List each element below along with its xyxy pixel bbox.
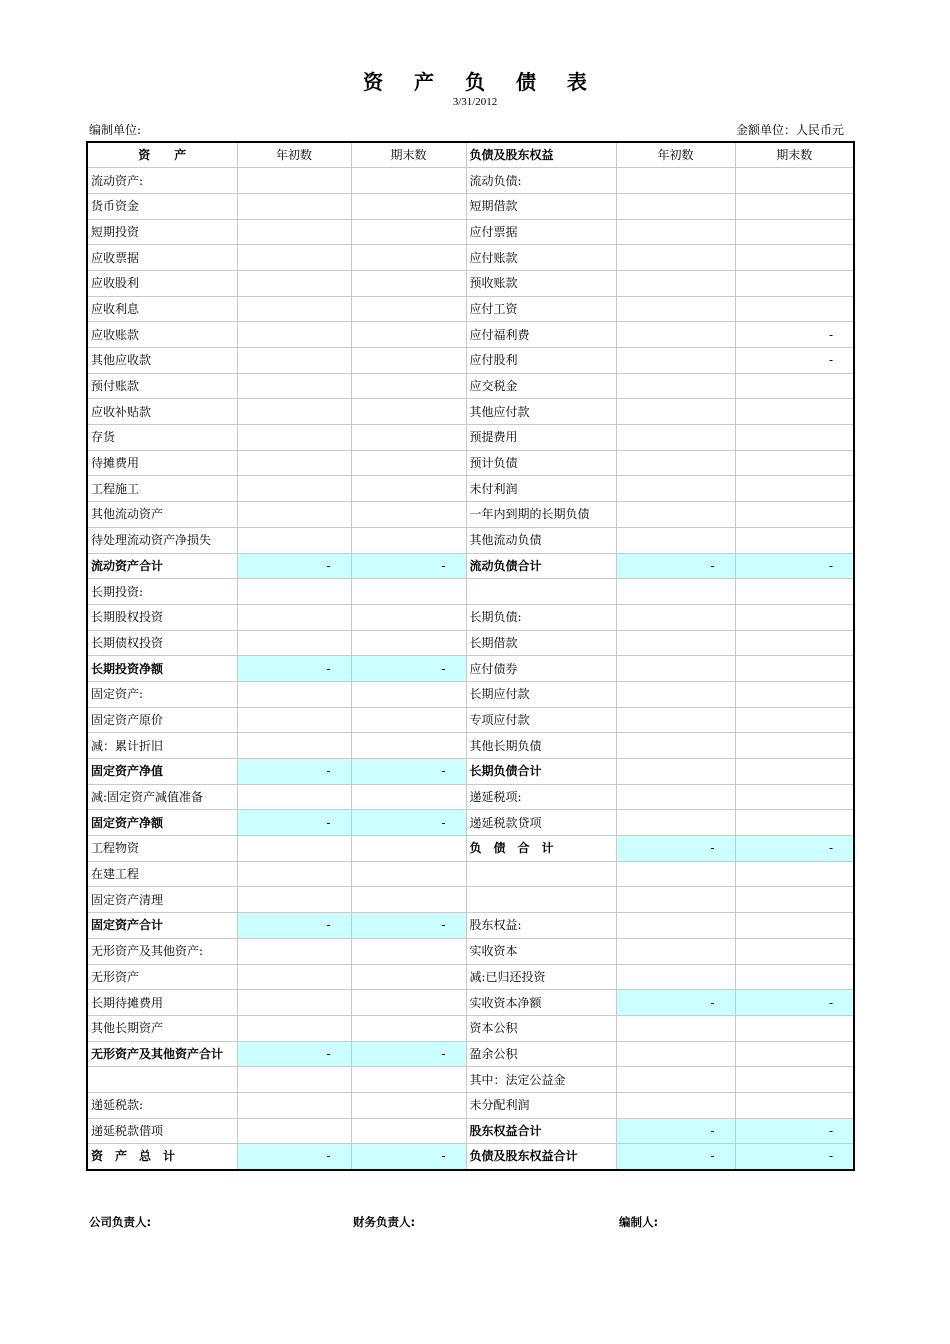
asset-item-label: 无形资产及其他资产合计 [87, 1041, 237, 1067]
table-row [87, 245, 854, 271]
liability-end-value [735, 502, 854, 528]
liability-item-label: 流动负债: [466, 168, 616, 194]
liability-item-label: 其他应付款 [466, 399, 616, 425]
liability-end-value [735, 913, 854, 939]
table-row [87, 219, 854, 245]
asset-begin-value [237, 887, 351, 913]
asset-begin-value [237, 784, 351, 810]
asset-end-value: - [351, 1144, 466, 1170]
liability-item-label: 短期借款 [466, 193, 616, 219]
liability-begin-value [616, 348, 735, 374]
table-row [87, 990, 854, 1016]
table-row [87, 707, 854, 733]
asset-item-label: 工程物资 [87, 836, 237, 862]
header-assets: 资 产 [87, 142, 237, 168]
liability-end-value [735, 193, 854, 219]
asset-begin-value [237, 502, 351, 528]
liability-item-label: 股东权益合计 [466, 1118, 616, 1144]
table-row [87, 502, 854, 528]
asset-begin-value [237, 579, 351, 605]
liability-item-label: 长期负债: [466, 604, 616, 630]
table-row [87, 836, 854, 862]
asset-end-value: - [351, 656, 466, 682]
table-row [87, 887, 854, 913]
liability-item-label: 盈余公积 [466, 1041, 616, 1067]
asset-item-label: 应收票据 [87, 245, 237, 271]
liability-end-value [735, 450, 854, 476]
table-row [87, 373, 854, 399]
asset-begin-value [237, 604, 351, 630]
liability-end-value [735, 656, 854, 682]
page-title: 资 产 负 债 表 [363, 70, 599, 94]
liability-begin-value [616, 322, 735, 348]
asset-item-label: 长期待摊费用 [87, 990, 237, 1016]
liability-end-value: - [735, 322, 854, 348]
table-row [87, 425, 854, 451]
liability-item-label: 长期应付款 [466, 681, 616, 707]
asset-item-label: 待摊费用 [87, 450, 237, 476]
asset-item-label: 货币资金 [87, 193, 237, 219]
liability-item-label: 预收账款 [466, 270, 616, 296]
asset-end-value: - [351, 1041, 466, 1067]
asset-begin-value [237, 348, 351, 374]
liability-item-label: 预计负债 [466, 450, 616, 476]
liability-end-value [735, 270, 854, 296]
asset-item-label: 递延税款借项 [87, 1118, 237, 1144]
asset-item-label: 固定资产原价 [87, 707, 237, 733]
liability-end-value [735, 707, 854, 733]
asset-item-label: 减:固定资产减值准备 [87, 784, 237, 810]
liability-item-label [466, 579, 616, 605]
finance-head-label: 财务负责人: [353, 1215, 416, 1229]
liability-item-label: 应付账款 [466, 245, 616, 271]
table-row [87, 296, 854, 322]
liability-begin-value [616, 1015, 735, 1041]
asset-item-label: 长期债权投资 [87, 630, 237, 656]
liability-begin-value [616, 630, 735, 656]
liability-begin-value: - [616, 1118, 735, 1144]
liability-item-label: 应付票据 [466, 219, 616, 245]
liability-end-value: - [735, 836, 854, 862]
asset-begin-value: - [237, 1144, 351, 1170]
asset-item-label: 固定资产净额 [87, 810, 237, 836]
liability-item-label: 未分配利润 [466, 1092, 616, 1118]
liability-begin-value [616, 861, 735, 887]
liability-end-value [735, 373, 854, 399]
liability-item-label: 应付工资 [466, 296, 616, 322]
asset-item-label: 应收利息 [87, 296, 237, 322]
liability-begin-value [616, 476, 735, 502]
asset-begin-value [237, 296, 351, 322]
liability-begin-value [616, 450, 735, 476]
liability-item-label: 未付利润 [466, 476, 616, 502]
asset-begin-value [237, 681, 351, 707]
asset-end-value [351, 836, 466, 862]
asset-end-value [351, 707, 466, 733]
table-row [87, 810, 854, 836]
liability-item-label: 其他流动负债 [466, 527, 616, 553]
asset-end-value: - [351, 913, 466, 939]
liability-item-label: 负 债 合 计 [466, 836, 616, 862]
liability-item-label: 应付福利费 [466, 322, 616, 348]
liability-item-label: 预提费用 [466, 425, 616, 451]
asset-item-label [87, 1067, 237, 1093]
table-row [87, 193, 854, 219]
asset-end-value [351, 604, 466, 630]
liability-item-label: 股东权益: [466, 913, 616, 939]
table-row [87, 861, 854, 887]
liability-end-value [735, 219, 854, 245]
liability-item-label: 应付股利 [466, 348, 616, 374]
liability-begin-value [616, 733, 735, 759]
asset-begin-value [237, 476, 351, 502]
asset-item-label: 无形资产 [87, 964, 237, 990]
asset-item-label: 固定资产清理 [87, 887, 237, 913]
liability-end-value [735, 964, 854, 990]
liability-item-label [466, 861, 616, 887]
liability-item-label: 实收资本 [466, 938, 616, 964]
liability-end-value: - [735, 1144, 854, 1170]
asset-item-label: 固定资产: [87, 681, 237, 707]
asset-begin-value [237, 373, 351, 399]
liability-begin-value [616, 270, 735, 296]
header-assets-begin: 年初数 [237, 142, 351, 168]
liability-end-value: - [735, 990, 854, 1016]
asset-begin-value [237, 1015, 351, 1041]
table-row [87, 604, 854, 630]
liability-begin-value [616, 604, 735, 630]
liability-item-label: 其他长期负债 [466, 733, 616, 759]
preparer-label: 编制人: [619, 1215, 659, 1229]
liability-begin-value [616, 425, 735, 451]
asset-end-value [351, 219, 466, 245]
liability-begin-value [616, 887, 735, 913]
table-row [87, 322, 854, 348]
asset-end-value [351, 373, 466, 399]
asset-end-value [351, 399, 466, 425]
preparing-unit-label: 编制单位: [89, 123, 142, 137]
asset-item-label: 长期投资: [87, 579, 237, 605]
asset-end-value [351, 1118, 466, 1144]
liability-begin-value [616, 913, 735, 939]
asset-begin-value: - [237, 759, 351, 785]
asset-begin-value [237, 245, 351, 271]
table-row [87, 1118, 854, 1144]
asset-item-label: 长期投资净额 [87, 656, 237, 682]
liability-begin-value [616, 938, 735, 964]
liability-end-value: - [735, 1118, 854, 1144]
asset-end-value [351, 296, 466, 322]
header-row [87, 142, 854, 168]
asset-begin-value [237, 450, 351, 476]
liability-begin-value: - [616, 1144, 735, 1170]
liability-end-value: - [735, 348, 854, 374]
liability-end-value [735, 733, 854, 759]
liability-end-value [735, 579, 854, 605]
liability-item-label: 长期负债合计 [466, 759, 616, 785]
table-row [87, 399, 854, 425]
table-row [87, 784, 854, 810]
asset-end-value [351, 990, 466, 1016]
asset-end-value [351, 425, 466, 451]
liability-item-label: 实收资本净额 [466, 990, 616, 1016]
asset-item-label: 长期股权投资 [87, 604, 237, 630]
liability-end-value [735, 1041, 854, 1067]
asset-end-value [351, 322, 466, 348]
asset-item-label: 固定资产合计 [87, 913, 237, 939]
liability-end-value [735, 168, 854, 194]
asset-begin-value [237, 1067, 351, 1093]
table-row [87, 579, 854, 605]
liability-end-value [735, 861, 854, 887]
asset-begin-value [237, 425, 351, 451]
liability-end-value [735, 681, 854, 707]
asset-begin-value [237, 322, 351, 348]
table-row [87, 476, 854, 502]
liability-begin-value [616, 1041, 735, 1067]
liability-item-label: 其中：法定公益金 [466, 1067, 616, 1093]
table-row [87, 1015, 854, 1041]
liability-end-value [735, 887, 854, 913]
table-row [87, 1067, 854, 1093]
asset-end-value [351, 245, 466, 271]
liability-begin-value [616, 964, 735, 990]
liability-begin-value [616, 810, 735, 836]
asset-item-label: 应收股利 [87, 270, 237, 296]
table-row [87, 656, 854, 682]
report-date: 3/31/2012 [452, 96, 498, 108]
asset-end-value: - [351, 553, 466, 579]
header-liab-begin: 年初数 [616, 142, 735, 168]
asset-item-label: 递延税款: [87, 1092, 237, 1118]
liability-item-label: 流动负债合计 [466, 553, 616, 579]
table-row [87, 553, 854, 579]
liability-begin-value [616, 527, 735, 553]
asset-item-label: 应收补贴款 [87, 399, 237, 425]
table-row [87, 348, 854, 374]
asset-item-label: 预付账款 [87, 373, 237, 399]
liability-end-value [735, 810, 854, 836]
balance-sheet-body [87, 142, 854, 1170]
liability-begin-value [616, 1092, 735, 1118]
header-liabilities: 负债及股东权益 [466, 142, 616, 168]
asset-item-label: 待处理流动资产净损失 [87, 527, 237, 553]
table-row [87, 759, 854, 785]
asset-item-label: 其他流动资产 [87, 502, 237, 528]
header-assets-end: 期末数 [351, 142, 466, 168]
liability-begin-value [616, 656, 735, 682]
liability-end-value [735, 1092, 854, 1118]
asset-begin-value: - [237, 553, 351, 579]
asset-end-value [351, 527, 466, 553]
liability-end-value [735, 425, 854, 451]
liability-end-value: - [735, 553, 854, 579]
asset-end-value [351, 1015, 466, 1041]
liability-end-value [735, 784, 854, 810]
asset-begin-value [237, 1092, 351, 1118]
asset-item-label: 短期投资 [87, 219, 237, 245]
asset-begin-value [237, 861, 351, 887]
asset-begin-value [237, 836, 351, 862]
liability-item-label: 减:已归还投资 [466, 964, 616, 990]
table-row [87, 913, 854, 939]
asset-end-value [351, 450, 466, 476]
asset-end-value [351, 681, 466, 707]
asset-end-value [351, 476, 466, 502]
liability-begin-value [616, 681, 735, 707]
asset-begin-value [237, 938, 351, 964]
asset-end-value [351, 861, 466, 887]
header-liab-end: 期末数 [735, 142, 854, 168]
liability-begin-value [616, 707, 735, 733]
liability-item-label: 专项应付款 [466, 707, 616, 733]
table-row [87, 168, 854, 194]
table-row [87, 733, 854, 759]
asset-begin-value [237, 527, 351, 553]
asset-begin-value [237, 193, 351, 219]
liability-end-value [735, 1067, 854, 1093]
liability-begin-value [616, 373, 735, 399]
asset-begin-value [237, 733, 351, 759]
liability-item-label: 应交税金 [466, 373, 616, 399]
asset-item-label: 资 产 总 计 [87, 1144, 237, 1170]
liability-item-label: 长期借款 [466, 630, 616, 656]
liability-end-value [735, 604, 854, 630]
liability-item-label: 应付债券 [466, 656, 616, 682]
table-row [87, 270, 854, 296]
asset-begin-value [237, 707, 351, 733]
asset-item-label: 在建工程 [87, 861, 237, 887]
liability-end-value [735, 938, 854, 964]
liability-end-value [735, 527, 854, 553]
liability-item-label [466, 887, 616, 913]
table-row [87, 1092, 854, 1118]
asset-end-value [351, 630, 466, 656]
asset-end-value [351, 887, 466, 913]
liability-begin-value [616, 399, 735, 425]
liability-begin-value [616, 296, 735, 322]
asset-end-value [351, 733, 466, 759]
asset-begin-value [237, 219, 351, 245]
asset-end-value [351, 348, 466, 374]
asset-begin-value [237, 270, 351, 296]
liability-end-value [735, 630, 854, 656]
asset-item-label: 存货 [87, 425, 237, 451]
liability-begin-value [616, 168, 735, 194]
liability-item-label: 资本公积 [466, 1015, 616, 1041]
table-row [87, 938, 854, 964]
liability-begin-value [616, 502, 735, 528]
asset-begin-value [237, 964, 351, 990]
company-head-label: 公司负责人: [89, 1215, 152, 1229]
asset-begin-value: - [237, 656, 351, 682]
asset-end-value: - [351, 759, 466, 785]
liability-begin-value [616, 245, 735, 271]
asset-end-value: - [351, 810, 466, 836]
liability-item-label: 负债及股东权益合计 [466, 1144, 616, 1170]
asset-end-value [351, 270, 466, 296]
liability-begin-value [616, 579, 735, 605]
asset-end-value [351, 1067, 466, 1093]
asset-item-label: 流动资产: [87, 168, 237, 194]
table-row [87, 450, 854, 476]
liability-end-value [735, 399, 854, 425]
table-row [87, 527, 854, 553]
asset-begin-value: - [237, 1041, 351, 1067]
liability-end-value [735, 1015, 854, 1041]
liability-item-label: 递延税款贷项 [466, 810, 616, 836]
liability-begin-value: - [616, 990, 735, 1016]
liability-end-value [735, 245, 854, 271]
table-row [87, 630, 854, 656]
liability-begin-value [616, 1067, 735, 1093]
asset-begin-value [237, 168, 351, 194]
asset-begin-value [237, 630, 351, 656]
asset-item-label: 其他长期资产 [87, 1015, 237, 1041]
asset-begin-value [237, 399, 351, 425]
asset-item-label: 应收账款 [87, 322, 237, 348]
balance-sheet-table [86, 141, 855, 1171]
asset-begin-value [237, 990, 351, 1016]
liability-begin-value [616, 784, 735, 810]
asset-item-label: 减：累计折旧 [87, 733, 237, 759]
liability-begin-value [616, 193, 735, 219]
asset-begin-value [237, 1118, 351, 1144]
asset-end-value [351, 193, 466, 219]
liability-end-value [735, 476, 854, 502]
asset-end-value [351, 938, 466, 964]
asset-begin-value: - [237, 810, 351, 836]
asset-item-label: 流动资产合计 [87, 553, 237, 579]
asset-begin-value: - [237, 913, 351, 939]
asset-item-label: 工程施工 [87, 476, 237, 502]
liability-end-value [735, 296, 854, 322]
asset-item-label: 其他应收款 [87, 348, 237, 374]
liability-begin-value: - [616, 553, 735, 579]
table-row [87, 964, 854, 990]
asset-end-value [351, 784, 466, 810]
liability-item-label: 一年内到期的长期负债 [466, 502, 616, 528]
liability-begin-value [616, 219, 735, 245]
table-row [87, 681, 854, 707]
liability-begin-value: - [616, 836, 735, 862]
asset-end-value [351, 964, 466, 990]
asset-item-label: 无形资产及其他资产: [87, 938, 237, 964]
table-row [87, 1144, 854, 1170]
asset-end-value [351, 502, 466, 528]
liability-begin-value [616, 759, 735, 785]
asset-item-label: 固定资产净值 [87, 759, 237, 785]
liability-end-value [735, 759, 854, 785]
asset-end-value [351, 579, 466, 605]
liability-item-label: 递延税项: [466, 784, 616, 810]
asset-end-value [351, 1092, 466, 1118]
asset-end-value [351, 168, 466, 194]
currency-unit-label: 金额单位：人民币元 [735, 123, 844, 137]
table-row [87, 1041, 854, 1067]
